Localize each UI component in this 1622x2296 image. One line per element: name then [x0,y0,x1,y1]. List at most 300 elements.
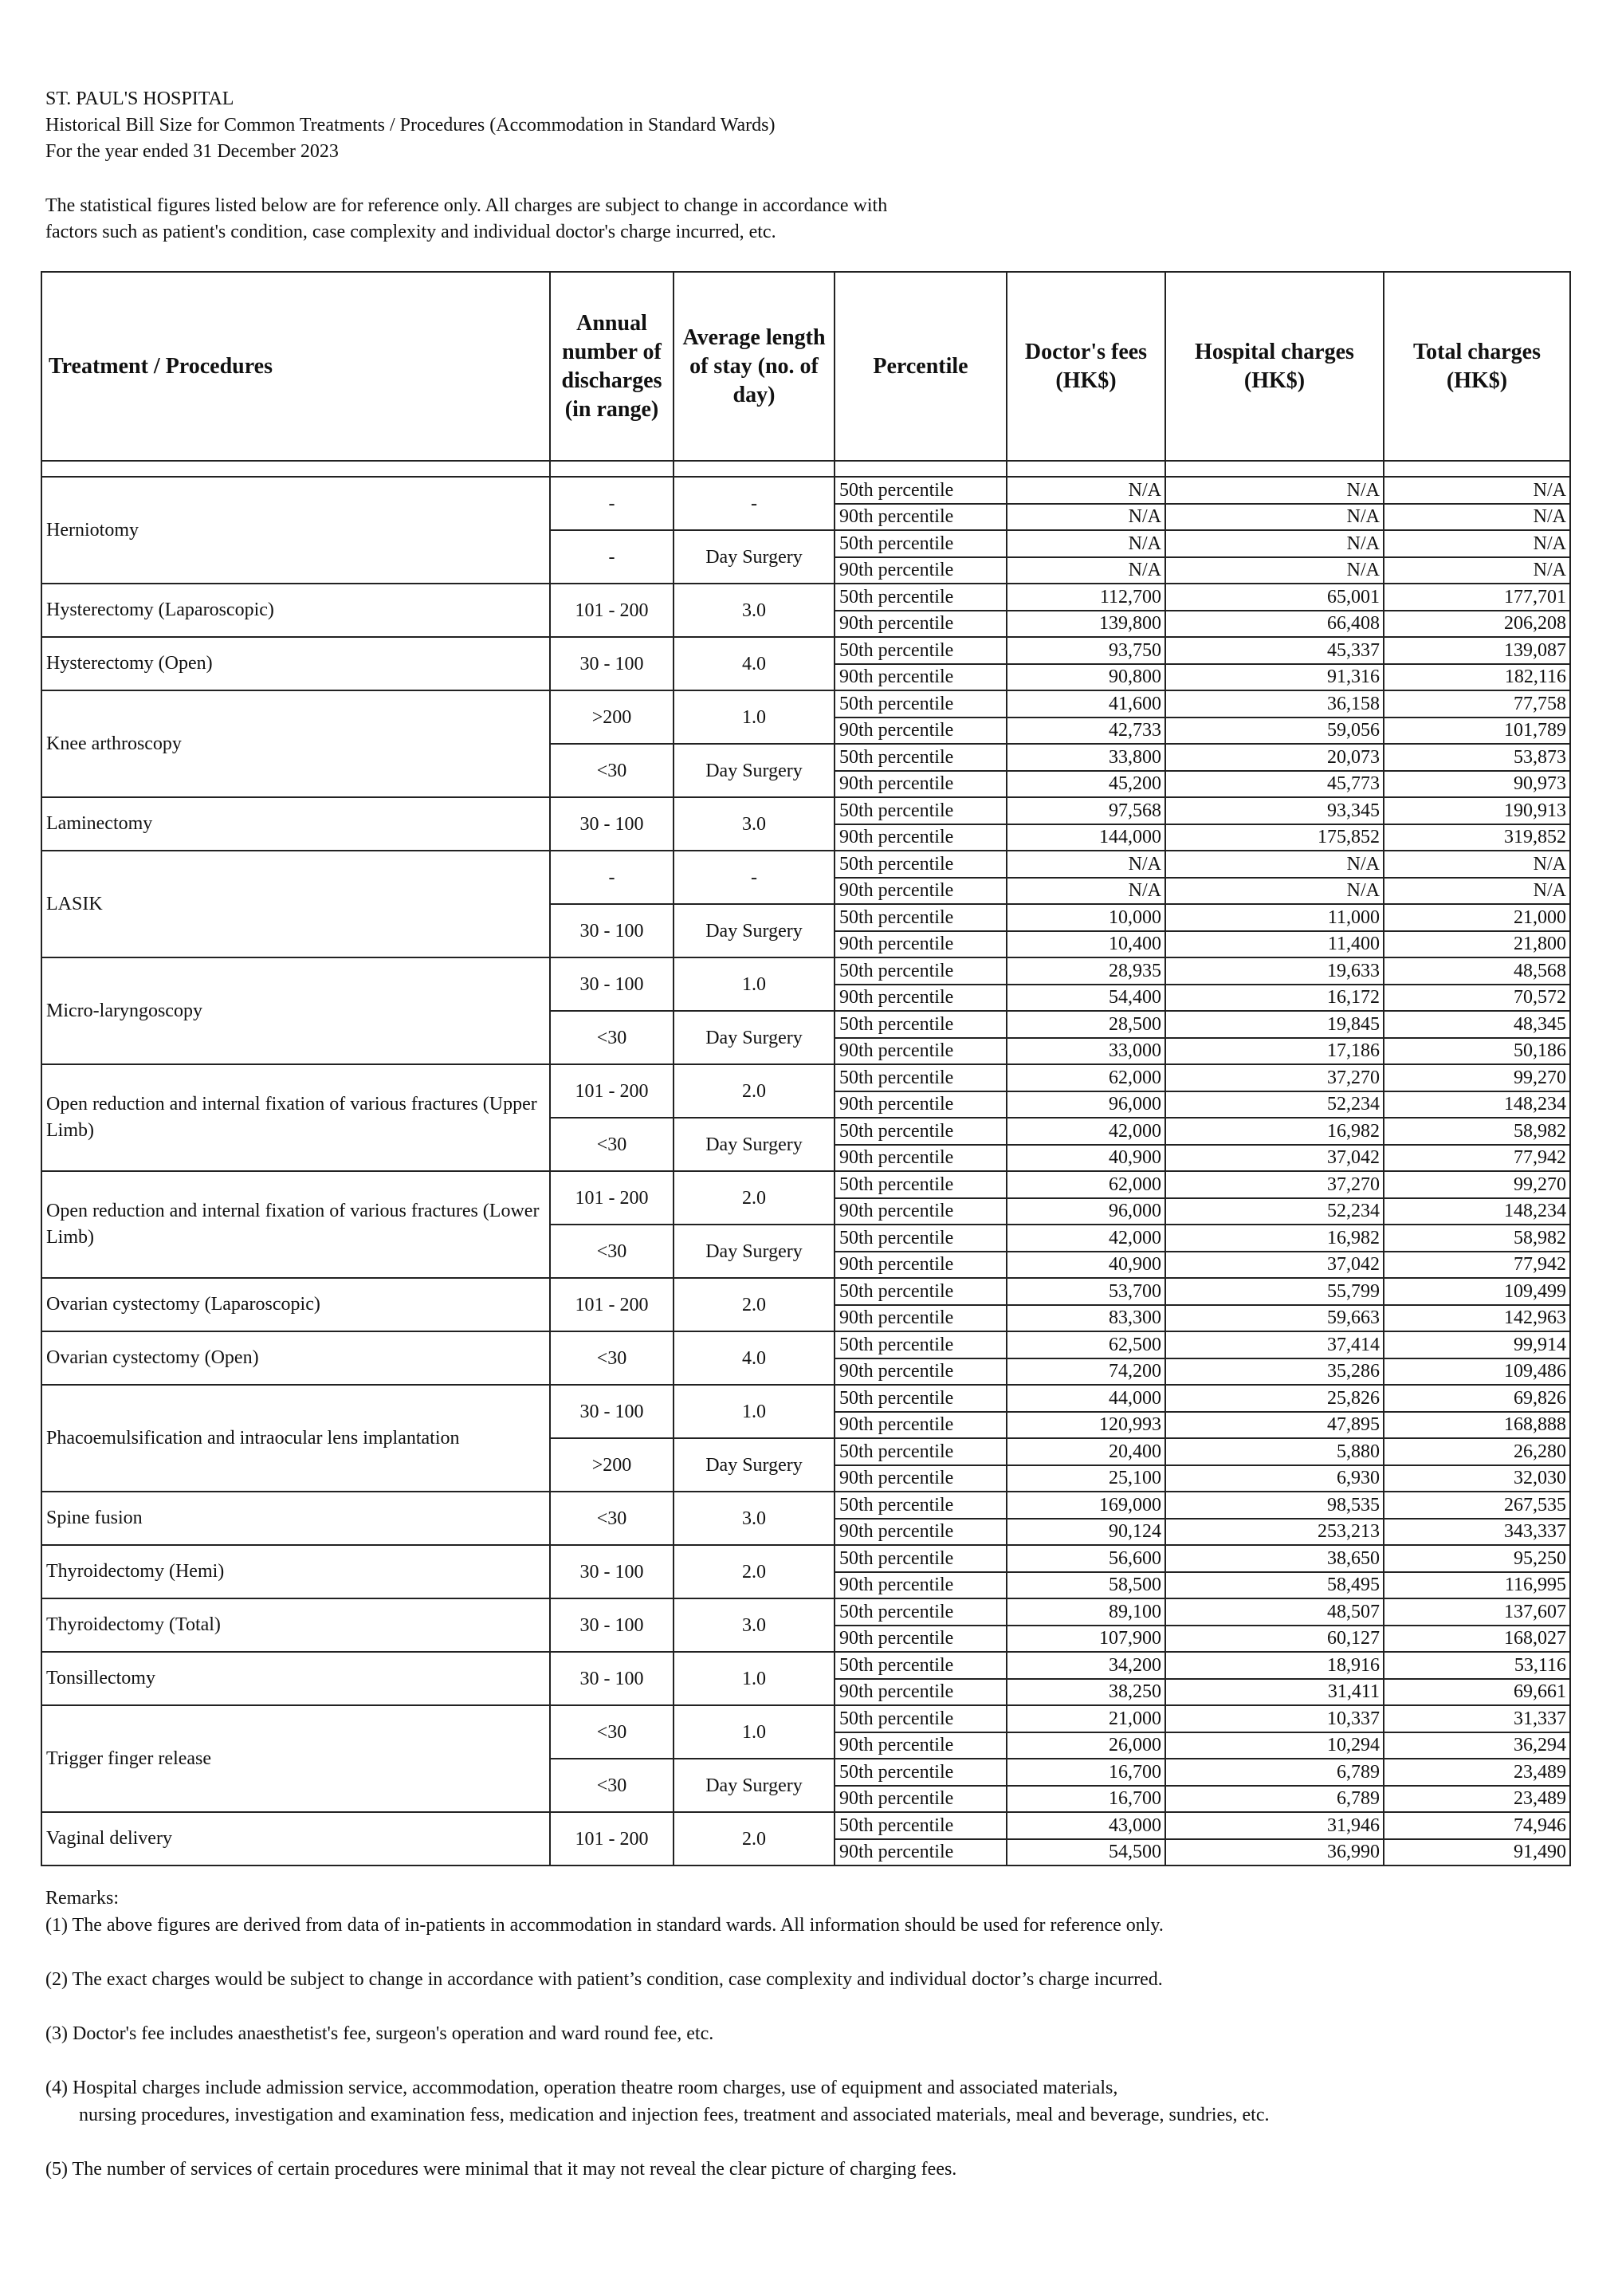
doctors-fee-cell: 33,000 [1007,1038,1165,1065]
stay-cell: 4.0 [674,637,835,690]
hospital-charge-cell: 38,650 [1165,1545,1384,1572]
hospital-charge-cell: 10,294 [1165,1732,1384,1759]
doctors-fee-cell: 16,700 [1007,1786,1165,1813]
doctors-fee-cell: 45,200 [1007,771,1165,798]
discharges-cell: - [550,851,674,904]
percentile-cell: 50th percentile [835,637,1007,664]
table-row [41,1598,1570,1626]
doctors-fee-cell: 40,900 [1007,1252,1165,1279]
disclaimer [45,193,1241,246]
treatment-name: Thyroidectomy (Total) [41,1598,550,1652]
hospital-charge-cell: N/A [1165,477,1384,504]
hospital-charge-cell: 20,073 [1165,744,1384,771]
hospital-charge-cell: 37,042 [1165,1145,1384,1172]
remarks [45,1885,1560,2210]
total-charge-cell: 53,873 [1384,744,1570,771]
doctors-fee-cell: 144,000 [1007,824,1165,851]
hospital-charge-cell: 98,535 [1165,1492,1384,1519]
treatment-name: Herniotomy [41,477,550,584]
table-spacer [41,461,1570,477]
remark-4-continued: nursing procedures, investigation and examination fess, medication and injection fees, treatment and associated materials, meal and beverage, sundries, etc. [79,2105,1270,2125]
total-charge-cell: 182,116 [1384,664,1570,691]
treatment-name: Spine fusion [41,1492,550,1545]
doctors-fee-cell: 96,000 [1007,1198,1165,1225]
treatment-name: Micro-laryngoscopy [41,957,550,1064]
doctors-fee-cell: 20,400 [1007,1438,1165,1465]
total-charge-cell: 21,800 [1384,931,1570,958]
stay-cell: Day Surgery [674,1118,835,1171]
treatment-name: Ovarian cystectomy (Open) [41,1331,550,1385]
doctors-fee-cell: 62,000 [1007,1064,1165,1091]
stay-cell: 3.0 [674,1492,835,1545]
total-charge-cell: 58,982 [1384,1225,1570,1252]
doctors-fee-cell: 28,500 [1007,1011,1165,1038]
total-charge-cell: 148,234 [1384,1091,1570,1119]
discharges-cell: 30 - 100 [550,637,674,690]
discharges-cell: 30 - 100 [550,957,674,1011]
discharges-cell: - [550,530,674,584]
treatment-name: LASIK [41,851,550,957]
hospital-charge-cell: N/A [1165,851,1384,878]
total-charge-cell: 206,208 [1384,611,1570,638]
table-row [41,1064,1570,1091]
stay-cell: Day Surgery [674,1438,835,1492]
hospital-charge-cell: N/A [1165,878,1384,905]
doctors-fee-cell: 40,900 [1007,1145,1165,1172]
hospital-charge-cell: 11,400 [1165,931,1384,958]
remark-5: (5) The number of services of certain procedures were minimal that it may not reveal the clear picture of charging fees. [45,2159,957,2180]
total-charge-cell: 343,337 [1384,1519,1570,1546]
doctors-fee-cell: 42,000 [1007,1225,1165,1252]
discharges-cell: 30 - 100 [550,1385,674,1438]
percentile-cell: 50th percentile [835,1598,1007,1626]
hospital-charge-cell: 6,789 [1165,1759,1384,1786]
remark-1: (1) The above figures are derived from data of in-patients in accommodation in standard wards. All information should be used for reference only. [45,1915,1164,1936]
discharges-cell: 101 - 200 [550,584,674,637]
stay-cell: 1.0 [674,1652,835,1705]
treatment-name: Vaginal delivery [41,1812,550,1866]
percentile-cell: 90th percentile [835,1572,1007,1599]
stay-cell: 1.0 [674,1705,835,1759]
total-charge-cell: 137,607 [1384,1598,1570,1626]
percentile-cell: 90th percentile [835,1679,1007,1706]
hospital-charge-cell: 91,316 [1165,664,1384,691]
total-charge-cell: N/A [1384,504,1570,531]
stay-cell: Day Surgery [674,1225,835,1278]
percentile-cell: 90th percentile [835,1732,1007,1759]
discharges-cell: <30 [550,1492,674,1545]
percentile-cell: 90th percentile [835,557,1007,584]
doctors-fee-cell: N/A [1007,557,1165,584]
stay-cell: 3.0 [674,1598,835,1652]
treatment-name: Trigger finger release [41,1705,550,1812]
hospital-charge-cell: 59,663 [1165,1305,1384,1332]
percentile-cell: 90th percentile [835,611,1007,638]
hospital-charge-cell: 253,213 [1165,1519,1384,1546]
doctors-fee-cell: 112,700 [1007,584,1165,611]
total-charge-cell: 139,087 [1384,637,1570,664]
doctors-fee-cell: N/A [1007,878,1165,905]
stay-cell: - [674,851,835,904]
percentile-cell: 90th percentile [835,504,1007,531]
percentile-cell: 90th percentile [835,1786,1007,1813]
doctors-fee-cell: 62,500 [1007,1331,1165,1358]
doctors-fee-cell: N/A [1007,530,1165,557]
doctors-fee-cell: 96,000 [1007,1091,1165,1119]
hospital-charge-cell: 48,507 [1165,1598,1384,1626]
doctors-fee-cell: 90,124 [1007,1519,1165,1546]
header-discharges: Annual number of discharges (in range) [550,272,674,461]
doctors-fee-cell: 26,000 [1007,1732,1165,1759]
total-charge-cell: 99,270 [1384,1171,1570,1198]
total-charge-cell: 77,942 [1384,1145,1570,1172]
header-length-of-stay: Average length of stay (no. of day) [674,272,835,461]
stay-cell: 1.0 [674,690,835,744]
doctors-fee-cell: 28,935 [1007,957,1165,985]
total-charge-cell: N/A [1384,851,1570,878]
discharges-cell: <30 [550,1011,674,1064]
header-treatment: Treatment / Procedures [41,272,550,461]
percentile-cell: 90th percentile [835,771,1007,798]
hospital-charge-cell: 66,408 [1165,611,1384,638]
discharges-cell: 30 - 100 [550,1545,674,1598]
header-hospital-charges: Hospital charges (HK$) [1165,272,1384,461]
stay-cell: 1.0 [674,957,835,1011]
percentile-cell: 50th percentile [835,957,1007,985]
hospital-charge-cell: 17,186 [1165,1038,1384,1065]
stay-cell: 2.0 [674,1278,835,1331]
table-row [41,1492,1570,1519]
hospital-charge-cell: 16,172 [1165,985,1384,1012]
doctors-fee-cell: 53,700 [1007,1278,1165,1305]
hospital-charge-cell: 45,337 [1165,637,1384,664]
percentile-cell: 90th percentile [835,985,1007,1012]
total-charge-cell: 148,234 [1384,1198,1570,1225]
percentile-cell: 90th percentile [835,1358,1007,1386]
discharges-cell: 101 - 200 [550,1064,674,1118]
total-charge-cell: 58,982 [1384,1118,1570,1145]
stay-cell: 3.0 [674,797,835,851]
doctors-fee-cell: 97,568 [1007,797,1165,824]
total-charge-cell: 74,946 [1384,1812,1570,1839]
document-title: Historical Bill Size for Common Treatments / Procedures (Accommodation in Standard Wards) [45,115,776,136]
table-row [41,1545,1570,1572]
doctors-fee-cell: 44,000 [1007,1385,1165,1412]
hospital-charge-cell: 5,880 [1165,1438,1384,1465]
table-row [41,1652,1570,1679]
treatment-name: Tonsillectomy [41,1652,550,1705]
total-charge-cell: N/A [1384,530,1570,557]
percentile-cell: 90th percentile [835,1252,1007,1279]
disclaimer-line: factors such as patient's condition, case complexity and individual doctor's charge incurred, etc. [45,222,776,242]
discharges-cell: <30 [550,1331,674,1385]
total-charge-cell: 177,701 [1384,584,1570,611]
total-charge-cell: 101,789 [1384,718,1570,745]
table-row [41,1812,1570,1839]
percentile-cell: 90th percentile [835,1305,1007,1332]
stay-cell: Day Surgery [674,530,835,584]
total-charge-cell: 69,661 [1384,1679,1570,1706]
hospital-charge-cell: 18,916 [1165,1652,1384,1679]
discharges-cell: >200 [550,690,674,744]
hospital-charge-cell: N/A [1165,504,1384,531]
doctors-fee-cell: 107,900 [1007,1626,1165,1653]
hospital-charge-cell: 59,056 [1165,718,1384,745]
percentile-cell: 90th percentile [835,1839,1007,1866]
hospital-charge-cell: 65,001 [1165,584,1384,611]
table-header-row [41,272,1570,461]
table-row [41,1385,1570,1412]
doctors-fee-cell: N/A [1007,504,1165,531]
hospital-charge-cell: 60,127 [1165,1626,1384,1653]
hospital-charge-cell: 93,345 [1165,797,1384,824]
hospital-charge-cell: 25,826 [1165,1385,1384,1412]
treatment-name: Knee arthroscopy [41,690,550,797]
hospital-charge-cell: 37,042 [1165,1252,1384,1279]
total-charge-cell: 109,499 [1384,1278,1570,1305]
percentile-cell: 50th percentile [835,904,1007,931]
doctors-fee-cell: 58,500 [1007,1572,1165,1599]
total-charge-cell: 48,568 [1384,957,1570,985]
discharges-cell: 101 - 200 [550,1812,674,1866]
percentile-cell: 90th percentile [835,1626,1007,1653]
doctors-fee-cell: 10,400 [1007,931,1165,958]
discharges-cell: 30 - 100 [550,904,674,957]
stay-cell: Day Surgery [674,1759,835,1812]
total-charge-cell: N/A [1384,557,1570,584]
percentile-cell: 50th percentile [835,1812,1007,1839]
total-charge-cell: 109,486 [1384,1358,1570,1386]
percentile-cell: 50th percentile [835,1759,1007,1786]
hospital-charge-cell: 19,845 [1165,1011,1384,1038]
table-row [41,1331,1570,1358]
hospital-charge-cell: 6,789 [1165,1786,1384,1813]
doctors-fee-cell: 33,800 [1007,744,1165,771]
percentile-cell: 90th percentile [835,931,1007,958]
header-total-charges: Total charges (HK$) [1384,272,1570,461]
doctors-fee-cell: 90,800 [1007,664,1165,691]
doctors-fee-cell: 25,100 [1007,1465,1165,1492]
total-charge-cell: 90,973 [1384,771,1570,798]
table-row [41,637,1570,664]
total-charge-cell: 23,489 [1384,1759,1570,1786]
stay-cell: 2.0 [674,1812,835,1866]
doctors-fee-cell: 93,750 [1007,637,1165,664]
stay-cell: Day Surgery [674,904,835,957]
total-charge-cell: 319,852 [1384,824,1570,851]
percentile-cell: 50th percentile [835,1118,1007,1145]
hospital-name: ST. PAUL'S HOSPITAL [45,88,234,109]
hospital-charge-cell: 36,990 [1165,1839,1384,1866]
hospital-charge-cell: 36,158 [1165,690,1384,718]
hospital-charge-cell: 31,411 [1165,1679,1384,1706]
doctors-fee-cell: 10,000 [1007,904,1165,931]
doctors-fee-cell: 16,700 [1007,1759,1165,1786]
table-row [41,584,1570,611]
discharges-cell: 101 - 200 [550,1278,674,1331]
percentile-cell: 50th percentile [835,1331,1007,1358]
total-charge-cell: 26,280 [1384,1438,1570,1465]
total-charge-cell: 31,337 [1384,1705,1570,1732]
header-percentile: Percentile [835,272,1007,461]
doctors-fee-cell: 120,993 [1007,1412,1165,1439]
percentile-cell: 90th percentile [835,718,1007,745]
hospital-charge-cell: 45,773 [1165,771,1384,798]
hospital-charge-cell: 35,286 [1165,1358,1384,1386]
remark-4: (4) Hospital charges include admission service, accommodation, operation theatre room charges, use of equipment and associated materials, [45,2078,1118,2098]
doctors-fee-cell: N/A [1007,851,1165,878]
treatment-name: Phacoemulsification and intraocular lens implantation [41,1385,550,1492]
doctors-fee-cell: 42,733 [1007,718,1165,745]
percentile-cell: 90th percentile [835,1038,1007,1065]
hospital-charge-cell: 10,337 [1165,1705,1384,1732]
discharges-cell: - [550,477,674,530]
table-row [41,477,1570,504]
doctors-fee-cell: 21,000 [1007,1705,1165,1732]
doctors-fee-cell: 42,000 [1007,1118,1165,1145]
hospital-charge-cell: 58,495 [1165,1572,1384,1599]
percentile-cell: 50th percentile [835,1064,1007,1091]
discharges-cell: 30 - 100 [550,1652,674,1705]
treatment-name: Open reduction and internal fixation of various fractures (Upper Limb) [41,1064,550,1171]
discharges-cell: 101 - 200 [550,1171,674,1225]
table-row [41,1171,1570,1198]
treatment-name: Thyroidectomy (Hemi) [41,1545,550,1598]
doctors-fee-cell: 83,300 [1007,1305,1165,1332]
doctors-fee-cell: 54,400 [1007,985,1165,1012]
stay-cell: - [674,477,835,530]
discharges-cell: <30 [550,744,674,797]
total-charge-cell: 190,913 [1384,797,1570,824]
percentile-cell: 50th percentile [835,1705,1007,1732]
hospital-charge-cell: 31,946 [1165,1812,1384,1839]
percentile-cell: 50th percentile [835,477,1007,504]
hospital-charge-cell: 6,930 [1165,1465,1384,1492]
reporting-period: For the year ended 31 December 2023 [45,141,339,162]
remark-2: (2) The exact charges would be subject to change in accordance with patient’s condition, case complexity and individual doctor’s charge incurred. [45,1969,1163,1990]
doctors-fee-cell: 89,100 [1007,1598,1165,1626]
table-row [41,797,1570,824]
doctors-fee-cell: 41,600 [1007,690,1165,718]
doctors-fee-cell: 54,500 [1007,1839,1165,1866]
percentile-cell: 90th percentile [835,1091,1007,1119]
total-charge-cell: 142,963 [1384,1305,1570,1332]
hospital-charge-cell: 37,270 [1165,1171,1384,1198]
treatment-name: Ovarian cystectomy (Laparoscopic) [41,1278,550,1331]
percentile-cell: 50th percentile [835,1171,1007,1198]
total-charge-cell: 95,250 [1384,1545,1570,1572]
doctors-fee-cell: 34,200 [1007,1652,1165,1679]
total-charge-cell: 69,826 [1384,1385,1570,1412]
percentile-cell: 50th percentile [835,1652,1007,1679]
hospital-charge-cell: N/A [1165,530,1384,557]
percentile-cell: 50th percentile [835,1438,1007,1465]
hospital-charge-cell: 37,414 [1165,1331,1384,1358]
total-charge-cell: N/A [1384,878,1570,905]
total-charge-cell: 70,572 [1384,985,1570,1012]
doctors-fee-cell: 56,600 [1007,1545,1165,1572]
total-charge-cell: 77,942 [1384,1252,1570,1279]
hospital-charge-cell: N/A [1165,557,1384,584]
hospital-charge-cell: 52,234 [1165,1091,1384,1119]
disclaimer-line: The statistical figures listed below are for reference only. All charges are subject to change in accordance with [45,195,888,216]
total-charge-cell: 168,027 [1384,1626,1570,1653]
total-charge-cell: 267,535 [1384,1492,1570,1519]
hospital-charge-cell: 19,633 [1165,957,1384,985]
stay-cell: Day Surgery [674,744,835,797]
document-header [45,86,775,165]
total-charge-cell: 48,345 [1384,1011,1570,1038]
total-charge-cell: 23,489 [1384,1786,1570,1813]
hospital-charge-cell: 37,270 [1165,1064,1384,1091]
percentile-cell: 50th percentile [835,1492,1007,1519]
doctors-fee-cell: 43,000 [1007,1812,1165,1839]
percentile-cell: 50th percentile [835,690,1007,718]
doctors-fee-cell: 139,800 [1007,611,1165,638]
total-charge-cell: 36,294 [1384,1732,1570,1759]
table-row [41,690,1570,718]
discharges-cell: <30 [550,1225,674,1278]
stay-cell: 3.0 [674,584,835,637]
stay-cell: 2.0 [674,1171,835,1225]
total-charge-cell: 77,758 [1384,690,1570,718]
hospital-charge-cell: 47,895 [1165,1412,1384,1439]
doctors-fee-cell: 62,000 [1007,1171,1165,1198]
table-row [41,851,1570,878]
percentile-cell: 90th percentile [835,1145,1007,1172]
percentile-cell: 50th percentile [835,744,1007,771]
percentile-cell: 50th percentile [835,1225,1007,1252]
percentile-cell: 50th percentile [835,1385,1007,1412]
percentile-cell: 50th percentile [835,797,1007,824]
percentile-cell: 90th percentile [835,824,1007,851]
treatment-name: Hysterectomy (Laparoscopic) [41,584,550,637]
table-row [41,1705,1570,1732]
hospital-charge-cell: 11,000 [1165,904,1384,931]
total-charge-cell: 53,116 [1384,1652,1570,1679]
hospital-charge-cell: 16,982 [1165,1118,1384,1145]
discharges-cell: <30 [550,1759,674,1812]
percentile-cell: 50th percentile [835,1011,1007,1038]
total-charge-cell: N/A [1384,477,1570,504]
treatment-name: Open reduction and internal fixation of various fractures (Lower Limb) [41,1171,550,1278]
stay-cell: 4.0 [674,1331,835,1385]
treatment-name: Laminectomy [41,797,550,851]
header-doctors-fees: Doctor's fees (HK$) [1007,272,1165,461]
doctors-fee-cell: 38,250 [1007,1679,1165,1706]
percentile-cell: 50th percentile [835,584,1007,611]
table-row [41,957,1570,985]
discharges-cell: >200 [550,1438,674,1492]
hospital-charge-cell: 16,982 [1165,1225,1384,1252]
percentile-cell: 90th percentile [835,1519,1007,1546]
total-charge-cell: 21,000 [1384,904,1570,931]
percentile-cell: 50th percentile [835,530,1007,557]
doctors-fee-cell: 169,000 [1007,1492,1165,1519]
percentile-cell: 90th percentile [835,1412,1007,1439]
doctors-fee-cell: 74,200 [1007,1358,1165,1386]
hospital-charge-cell: 52,234 [1165,1198,1384,1225]
discharges-cell: <30 [550,1705,674,1759]
total-charge-cell: 168,888 [1384,1412,1570,1439]
stay-cell: 2.0 [674,1064,835,1118]
total-charge-cell: 99,914 [1384,1331,1570,1358]
hospital-charge-cell: 175,852 [1165,824,1384,851]
bill-size-table [41,271,1571,1866]
table-body [41,461,1570,1866]
table-row [41,1278,1570,1305]
stay-cell: Day Surgery [674,1011,835,1064]
